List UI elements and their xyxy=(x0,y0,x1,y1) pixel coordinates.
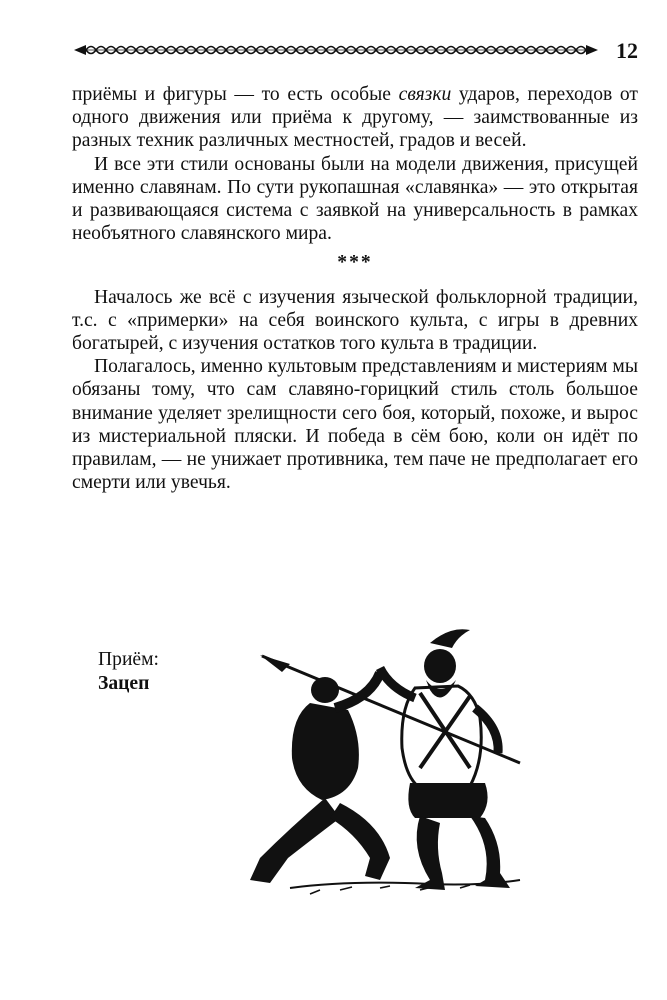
illustration-caption xyxy=(98,648,159,696)
section-separator: *** xyxy=(337,252,373,274)
page-header xyxy=(72,38,638,64)
caption-technique-name: Зацеп xyxy=(98,673,150,694)
ornament-line-icon xyxy=(72,42,600,58)
paragraph-1: приёмы и фигуры — то есть особые связки ударов, переходов от одного движения или приёма к другому, — заимствованные из разных техник различных местностей, градов и весей. xyxy=(72,84,638,152)
paragraph-2: И все эти стили основаны были на модели движения, присущей именно славянам. По сути рукопашная «славянка» — это открытая и развивающаяся система с заявкой на универсальность в рамках необъятного славянского мира. xyxy=(72,153,638,245)
caption-label: Приём: xyxy=(98,649,159,670)
page-number: 12 xyxy=(616,38,638,63)
fighters-illustration-icon xyxy=(230,618,540,928)
body-text xyxy=(72,83,638,494)
paragraph-3: Началось же всё с изучения языческой фольклорной традиции, т.с. с «примерки» на себя воинского культа, с игры в древних богатырей, с изучения остатков того культа в традиции. xyxy=(72,286,638,355)
emphasis: связки xyxy=(398,84,452,105)
paragraph-4: Полагалось, именно культовым представлениям и мистериям мы обязаны тому, что сам славяно-горицкий стиль столь большое внимание уделяет зрелищности сего боя, который, похоже, и вырос из мистериальной пляски. И победа в сём бою, коли он идёт по правилам, — не унижает противника, тем паче не предполагает его смерти или увечья. xyxy=(72,356,638,494)
